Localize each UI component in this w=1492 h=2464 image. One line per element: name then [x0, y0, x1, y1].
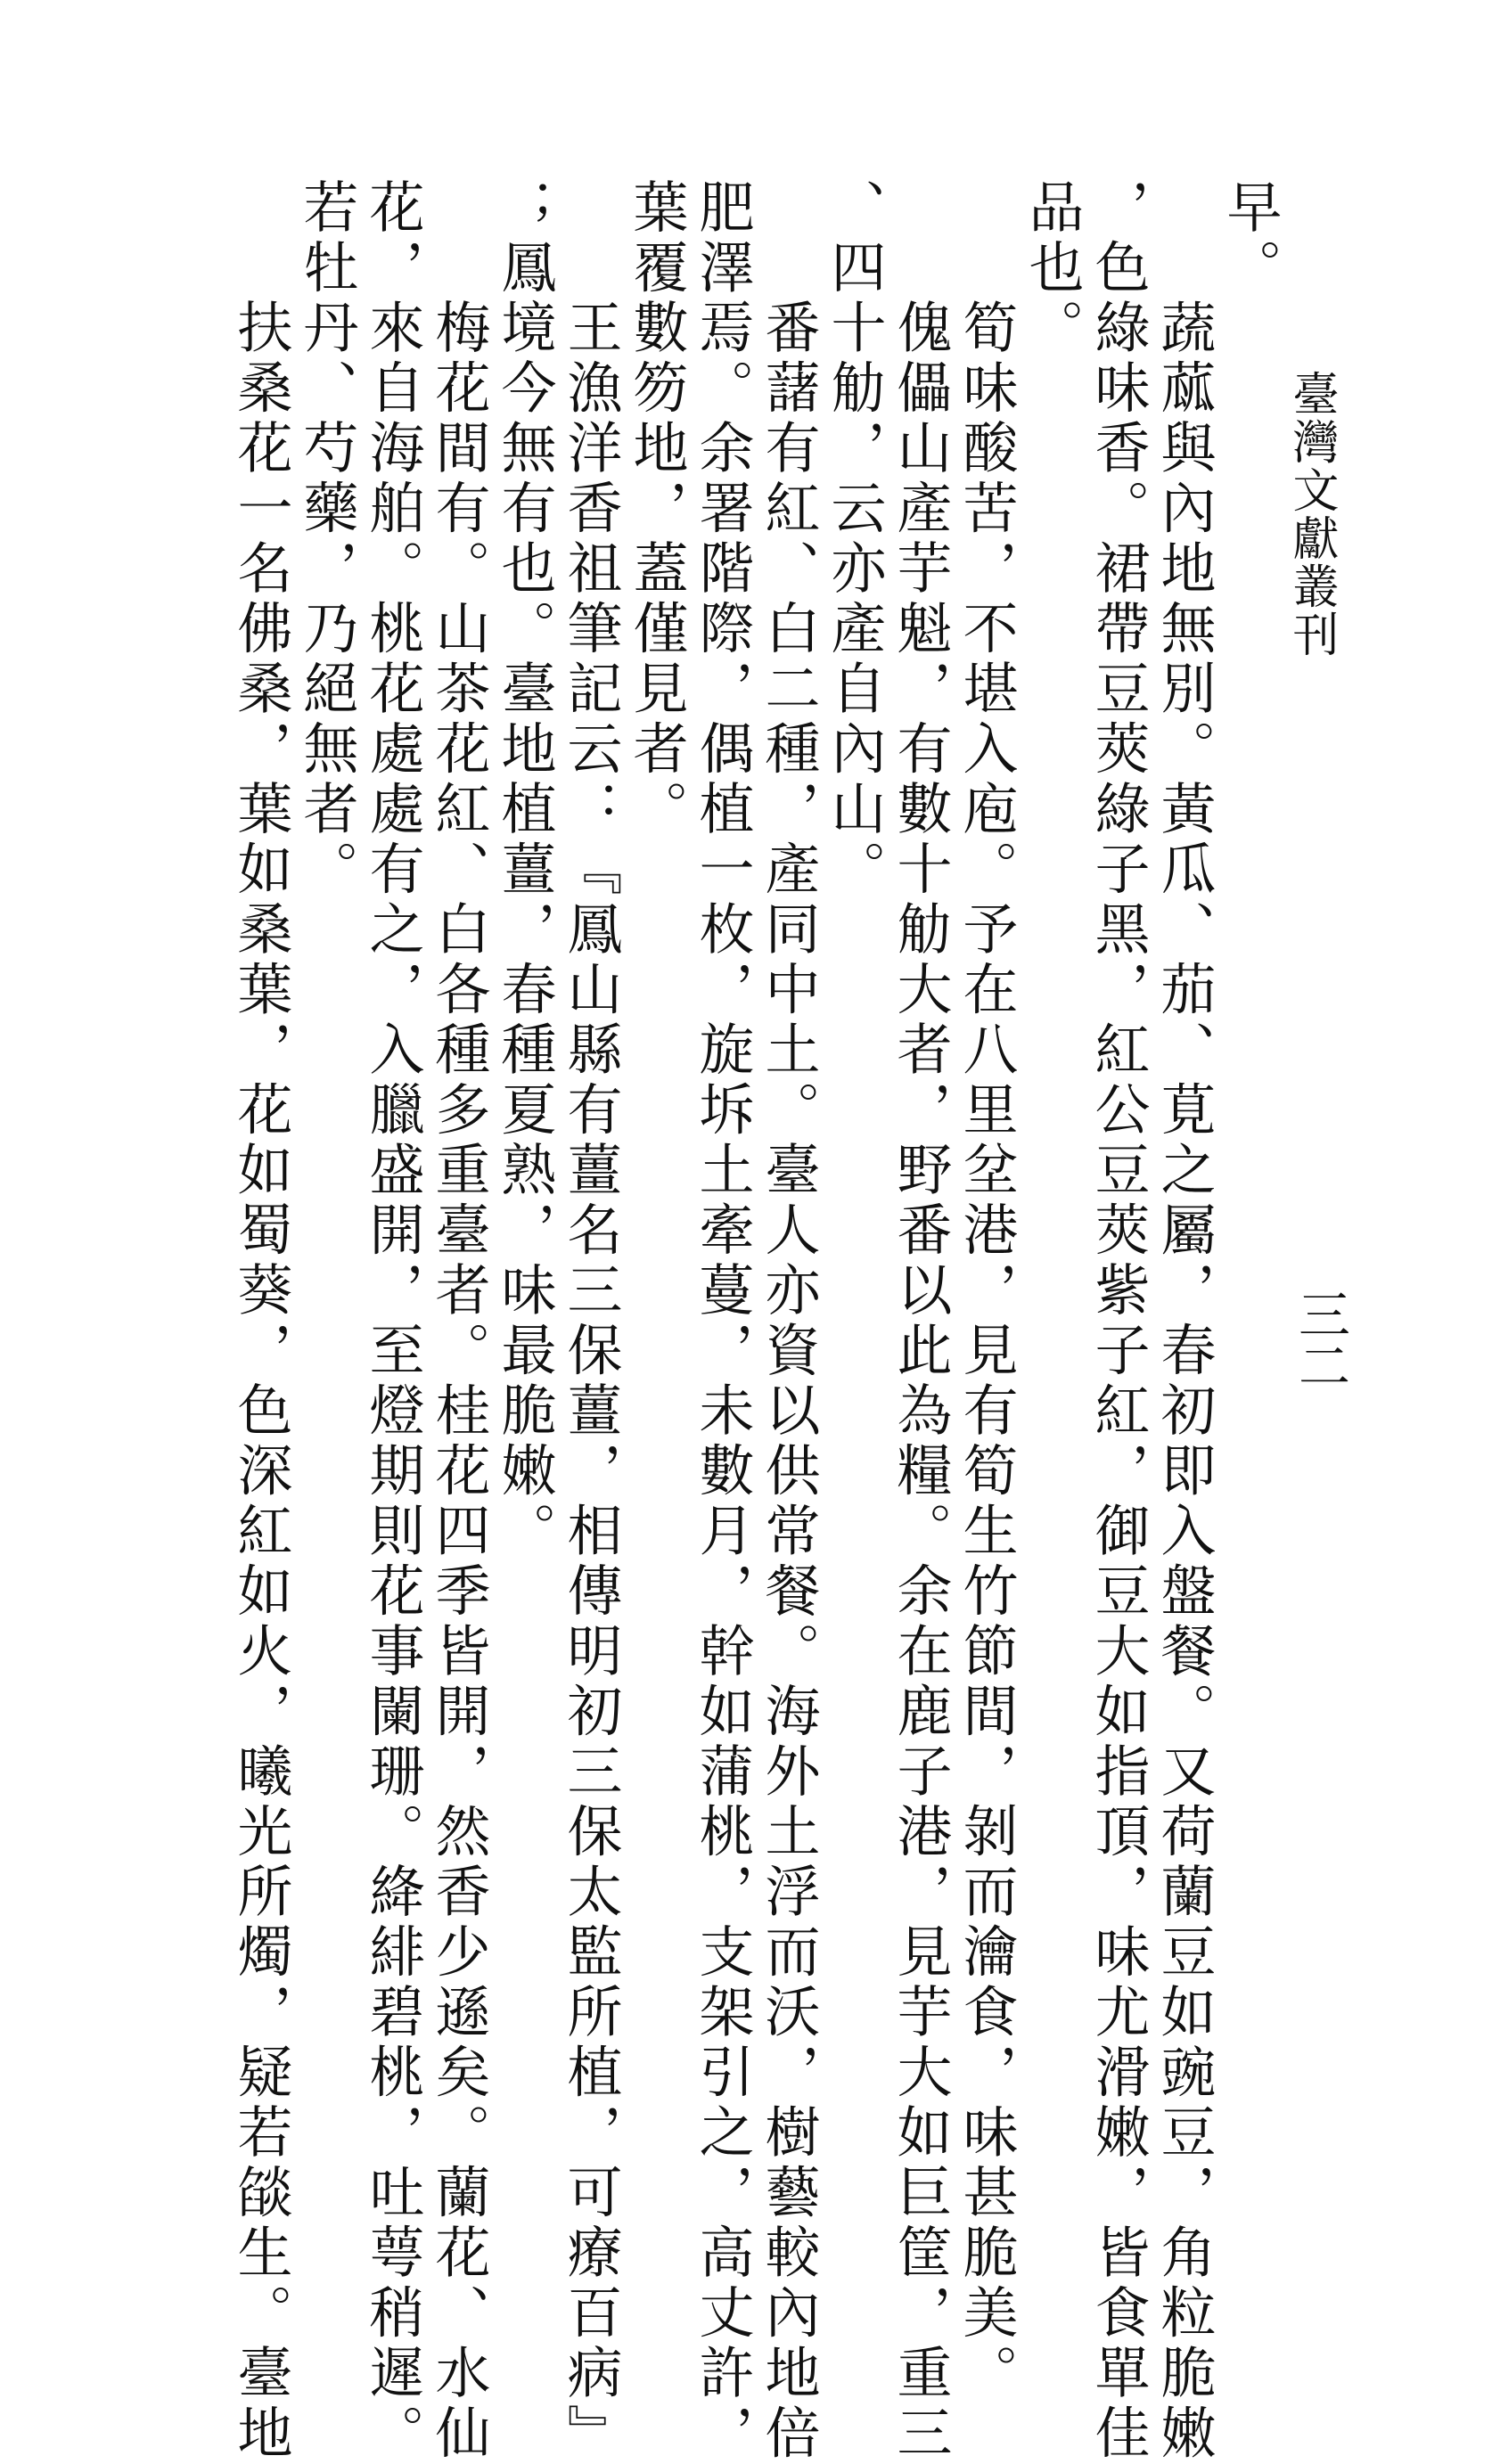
- text-column: 品也。: [1020, 178, 1085, 359]
- running-header-book-title: 臺灣文獻叢刊: [1284, 370, 1338, 659]
- text-column: 梅花間有。山茶花紅、白各種多重臺者。桂花四季皆開，然香少遜矣。蘭花、水仙: [426, 299, 491, 2464]
- text-column: ；鳳境今無有也。臺地植薑，春種夏熟，味最脆嫩。: [492, 178, 557, 1562]
- text-column: 葉覆數笏地，蓋僅見者。: [624, 178, 689, 840]
- text-column: 王漁洋香祖筆記云：『鳳山縣有薑名三保薑，相傳明初三保太監所植，可療百病』: [558, 299, 623, 2464]
- text-column: 傀儡山產芋魁，有數十觔大者，野番以此為糧。余在鹿子港，見芋大如巨筐，重三: [888, 299, 953, 2464]
- text-column: 扶桑花一名佛桑，葉如桑葉，花如蜀葵，色深紅如火，曦光所燭，疑若燄生。臺地: [228, 299, 293, 2464]
- text-column: 蔬蓏與內地無別。黃瓜、茄、莧之屬，春初即入盤餐。又荷蘭豆如豌豆，角粒脆嫩: [1152, 299, 1217, 2464]
- text-column: 花，來自海舶。桃花處處有之，入臘盛開，至燈期則花事闌珊。絳緋碧桃，吐萼稍遲。: [360, 178, 425, 2464]
- text-column: 若牡丹、芍藥，乃絕無者。: [294, 178, 359, 900]
- text-column: ，色綠味香。裙帶豆莢綠子黑，紅公豆莢紫子紅，御豆大如指頂，味尤滑嫩，皆食單佳: [1086, 178, 1151, 2464]
- text-column: 筍味酸苦，不堪入庖。予在八里坌港，見有筍生竹節間，剝而瀹食，味甚脆美。: [954, 299, 1019, 2404]
- text-column: 肥澤焉。余署階際，偶植一枚，旋坼土牽蔓，未數月，幹如蒲桃，支架引之，高丈許，: [690, 178, 755, 2464]
- text-column: 、四十觔，云亦產自內山。: [822, 178, 887, 900]
- text-column: 番藷有紅、白二種，產同中土。臺人亦資以供常餐。海外土浮而沃，樹藝較內地倍: [756, 299, 821, 2464]
- text-column: 早。: [1217, 178, 1283, 299]
- vertical-body-text: [227, 178, 1283, 2464]
- page-number: 三二: [1290, 1288, 1350, 1391]
